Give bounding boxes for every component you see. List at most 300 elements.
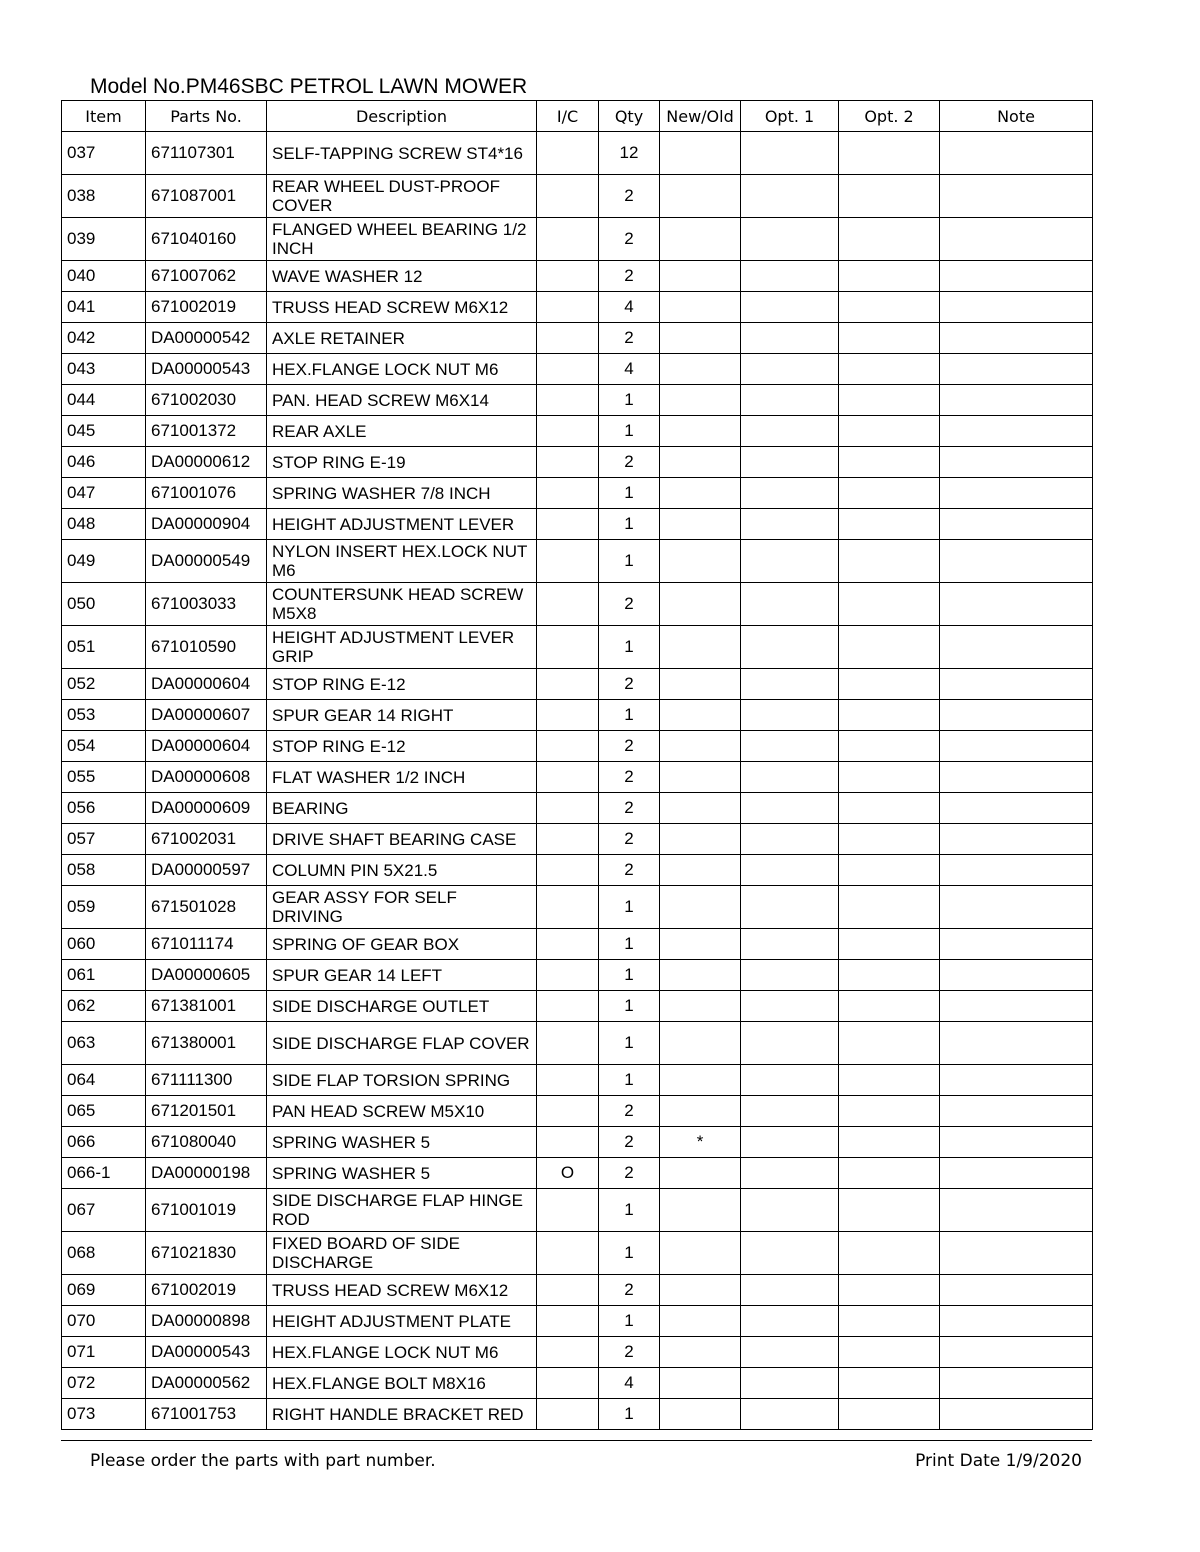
opt2-cell (839, 416, 940, 447)
parts-no-cell: 671001019 (146, 1189, 267, 1232)
new-old-cell (660, 132, 741, 175)
footer-divider (61, 1440, 1092, 1441)
qty-cell: 2 (599, 1096, 660, 1127)
ic-cell (537, 669, 599, 700)
parts-no-cell: DA00000604 (146, 669, 267, 700)
qty-cell: 1 (599, 929, 660, 960)
qty-cell: 2 (599, 669, 660, 700)
new-old-cell (660, 960, 741, 991)
description-cell: COUNTERSUNK HEAD SCREW M5X8 (267, 583, 537, 626)
opt2-cell (839, 1127, 940, 1158)
item-cell: 053 (62, 700, 146, 731)
ic-cell (537, 323, 599, 354)
table-row (62, 385, 1093, 416)
ic-cell (537, 1399, 599, 1430)
note-cell (940, 1275, 1093, 1306)
note-cell (940, 1337, 1093, 1368)
column-header-description: Description (267, 101, 537, 132)
opt1-cell (741, 1022, 839, 1065)
table-row (62, 1368, 1093, 1399)
item-cell: 056 (62, 793, 146, 824)
description-cell: FLAT WASHER 1/2 INCH (267, 762, 537, 793)
ic-cell (537, 1306, 599, 1337)
column-header-note: Note (940, 101, 1093, 132)
new-old-cell (660, 385, 741, 416)
ic-cell (537, 1368, 599, 1399)
qty-cell: 4 (599, 1368, 660, 1399)
description-cell: HEX.FLANGE BOLT M8X16 (267, 1368, 537, 1399)
item-cell: 058 (62, 855, 146, 886)
opt2-cell (839, 1232, 940, 1275)
item-cell: 045 (62, 416, 146, 447)
ic-cell (537, 218, 599, 261)
item-cell: 038 (62, 175, 146, 218)
table-row (62, 478, 1093, 509)
opt1-cell (741, 354, 839, 385)
opt2-cell (839, 1065, 940, 1096)
ic-cell (537, 447, 599, 478)
parts-no-cell: 671003033 (146, 583, 267, 626)
parts-no-cell: 671111300 (146, 1065, 267, 1096)
table-row (62, 509, 1093, 540)
ic-cell (537, 416, 599, 447)
parts-no-cell: 671001372 (146, 416, 267, 447)
new-old-cell (660, 669, 741, 700)
qty-cell: 2 (599, 1337, 660, 1368)
opt1-cell (741, 1158, 839, 1189)
description-cell: SELF-TAPPING SCREW ST4*16 (267, 132, 537, 175)
column-header-ic: I/C (537, 101, 599, 132)
description-cell: HEIGHT ADJUSTMENT PLATE (267, 1306, 537, 1337)
note-cell (940, 1306, 1093, 1337)
opt1-cell (741, 1337, 839, 1368)
column-header-qty: Qty (599, 101, 660, 132)
description-cell: FIXED BOARD OF SIDE DISCHARGE (267, 1232, 537, 1275)
qty-cell: 2 (599, 1275, 660, 1306)
table-row (62, 991, 1093, 1022)
item-cell: 057 (62, 824, 146, 855)
opt2-cell (839, 886, 940, 929)
opt1-cell (741, 669, 839, 700)
parts-no-cell: 671010590 (146, 626, 267, 669)
description-cell: SPRING WASHER 5 (267, 1158, 537, 1189)
note-cell (940, 1189, 1093, 1232)
qty-cell: 1 (599, 1022, 660, 1065)
opt2-cell (839, 447, 940, 478)
ic-cell (537, 929, 599, 960)
opt2-cell (839, 1158, 940, 1189)
opt2-cell (839, 540, 940, 583)
opt1-cell (741, 416, 839, 447)
item-cell: 048 (62, 509, 146, 540)
opt2-cell (839, 1096, 940, 1127)
parts-no-cell: 671011174 (146, 929, 267, 960)
column-header-parts-no: Parts No. (146, 101, 267, 132)
ic-cell (537, 1127, 599, 1158)
qty-cell: 2 (599, 261, 660, 292)
opt1-cell (741, 132, 839, 175)
new-old-cell (660, 855, 741, 886)
table-row (62, 583, 1093, 626)
table-row (62, 1158, 1093, 1189)
note-cell (940, 1232, 1093, 1275)
item-cell: 070 (62, 1306, 146, 1337)
item-cell: 059 (62, 886, 146, 929)
item-cell: 066-1 (62, 1158, 146, 1189)
opt1-cell (741, 447, 839, 478)
new-old-cell (660, 218, 741, 261)
description-cell: AXLE RETAINER (267, 323, 537, 354)
opt1-cell (741, 960, 839, 991)
description-cell: WAVE WASHER 12 (267, 261, 537, 292)
description-cell: STOP RING E-19 (267, 447, 537, 478)
opt2-cell (839, 700, 940, 731)
description-cell: REAR AXLE (267, 416, 537, 447)
description-cell: FLANGED WHEEL BEARING 1/2 INCH (267, 218, 537, 261)
parts-no-cell: DA00000612 (146, 447, 267, 478)
new-old-cell (660, 1368, 741, 1399)
parts-no-cell: DA00000198 (146, 1158, 267, 1189)
item-cell: 068 (62, 1232, 146, 1275)
qty-cell: 2 (599, 855, 660, 886)
table-row (62, 626, 1093, 669)
new-old-cell (660, 323, 741, 354)
parts-no-cell: DA00000549 (146, 540, 267, 583)
qty-cell: 1 (599, 1399, 660, 1430)
ic-cell (537, 626, 599, 669)
ic-cell (537, 540, 599, 583)
note-cell (940, 700, 1093, 731)
item-cell: 039 (62, 218, 146, 261)
parts-no-cell: 671002019 (146, 1275, 267, 1306)
qty-cell: 2 (599, 731, 660, 762)
new-old-cell (660, 1306, 741, 1337)
opt2-cell (839, 354, 940, 385)
parts-no-cell: 671002031 (146, 824, 267, 855)
new-old-cell (660, 1337, 741, 1368)
ic-cell (537, 824, 599, 855)
new-old-cell (660, 1022, 741, 1065)
new-old-cell (660, 354, 741, 385)
note-cell (940, 1022, 1093, 1065)
qty-cell: 4 (599, 292, 660, 323)
note-cell (940, 323, 1093, 354)
opt1-cell (741, 583, 839, 626)
new-old-cell (660, 793, 741, 824)
opt2-cell (839, 385, 940, 416)
qty-cell: 1 (599, 886, 660, 929)
parts-no-cell: 671381001 (146, 991, 267, 1022)
new-old-cell (660, 478, 741, 509)
new-old-cell (660, 292, 741, 323)
item-cell: 071 (62, 1337, 146, 1368)
column-header-new-old: New/Old (660, 101, 741, 132)
parts-no-cell: 671002019 (146, 292, 267, 323)
qty-cell: 2 (599, 583, 660, 626)
note-cell (940, 354, 1093, 385)
ic-cell (537, 1022, 599, 1065)
parts-no-cell: DA00000605 (146, 960, 267, 991)
qty-cell: 1 (599, 540, 660, 583)
parts-no-cell: DA00000543 (146, 354, 267, 385)
opt2-cell (839, 261, 940, 292)
description-cell: STOP RING E-12 (267, 731, 537, 762)
new-old-cell (660, 824, 741, 855)
opt1-cell (741, 175, 839, 218)
note-cell (940, 886, 1093, 929)
note-cell (940, 175, 1093, 218)
item-cell: 049 (62, 540, 146, 583)
parts-no-cell: DA00000542 (146, 323, 267, 354)
description-cell: HEIGHT ADJUSTMENT LEVER (267, 509, 537, 540)
item-cell: 069 (62, 1275, 146, 1306)
description-cell: STOP RING E-12 (267, 669, 537, 700)
description-cell: TRUSS HEAD SCREW M6X12 (267, 1275, 537, 1306)
qty-cell: 2 (599, 218, 660, 261)
item-cell: 052 (62, 669, 146, 700)
description-cell: HEIGHT ADJUSTMENT LEVER GRIP (267, 626, 537, 669)
table-row (62, 218, 1093, 261)
ic-cell (537, 700, 599, 731)
opt2-cell (839, 292, 940, 323)
new-old-cell (660, 509, 741, 540)
note-cell (940, 1096, 1093, 1127)
opt2-cell (839, 762, 940, 793)
item-cell: 073 (62, 1399, 146, 1430)
opt2-cell (839, 1022, 940, 1065)
qty-cell: 2 (599, 793, 660, 824)
new-old-cell (660, 175, 741, 218)
note-cell (940, 1158, 1093, 1189)
opt1-cell (741, 292, 839, 323)
note-cell (940, 1399, 1093, 1430)
note-cell (940, 132, 1093, 175)
item-cell: 055 (62, 762, 146, 793)
opt2-cell (839, 218, 940, 261)
opt2-cell (839, 669, 940, 700)
note-cell (940, 960, 1093, 991)
item-cell: 041 (62, 292, 146, 323)
table-row (62, 1306, 1093, 1337)
opt1-cell (741, 261, 839, 292)
item-cell: 040 (62, 261, 146, 292)
qty-cell: 1 (599, 960, 660, 991)
table-row (62, 416, 1093, 447)
table-row (62, 132, 1093, 175)
parts-no-cell: 671007062 (146, 261, 267, 292)
table-row (62, 1065, 1093, 1096)
ic-cell (537, 292, 599, 323)
parts-no-cell: 671001753 (146, 1399, 267, 1430)
table-row (62, 960, 1093, 991)
table-row (62, 824, 1093, 855)
opt1-cell (741, 1399, 839, 1430)
opt1-cell (741, 824, 839, 855)
note-cell (940, 824, 1093, 855)
new-old-cell (660, 991, 741, 1022)
opt1-cell (741, 509, 839, 540)
description-cell: TRUSS HEAD SCREW M6X12 (267, 292, 537, 323)
footer-instruction: Please order the parts with part number. (90, 1451, 436, 1471)
parts-no-cell: DA00000609 (146, 793, 267, 824)
parts-no-cell: 671380001 (146, 1022, 267, 1065)
item-cell: 050 (62, 583, 146, 626)
new-old-cell (660, 1065, 741, 1096)
new-old-cell (660, 929, 741, 960)
description-cell: RIGHT HANDLE BRACKET RED (267, 1399, 537, 1430)
ic-cell (537, 1189, 599, 1232)
qty-cell: 4 (599, 354, 660, 385)
opt1-cell (741, 218, 839, 261)
opt2-cell (839, 855, 940, 886)
table-row (62, 793, 1093, 824)
item-cell: 061 (62, 960, 146, 991)
opt1-cell (741, 886, 839, 929)
opt2-cell (839, 1399, 940, 1430)
table-row (62, 929, 1093, 960)
opt1-cell (741, 626, 839, 669)
qty-cell: 2 (599, 762, 660, 793)
new-old-cell (660, 1158, 741, 1189)
note-cell (940, 793, 1093, 824)
ic-cell (537, 1275, 599, 1306)
opt1-cell (741, 855, 839, 886)
ic-cell (537, 354, 599, 385)
table-header-row (62, 101, 1093, 132)
qty-cell: 12 (599, 132, 660, 175)
parts-no-cell: DA00000607 (146, 700, 267, 731)
new-old-cell (660, 261, 741, 292)
new-old-cell (660, 1189, 741, 1232)
opt2-cell (839, 991, 940, 1022)
opt1-cell (741, 929, 839, 960)
opt2-cell (839, 960, 940, 991)
description-cell: SIDE DISCHARGE FLAP HINGE ROD (267, 1189, 537, 1232)
parts-table (61, 100, 1093, 1430)
ic-cell (537, 991, 599, 1022)
ic-cell (537, 385, 599, 416)
note-cell (940, 1368, 1093, 1399)
opt2-cell (839, 793, 940, 824)
ic-cell (537, 478, 599, 509)
note-cell (940, 416, 1093, 447)
table-row (62, 1399, 1093, 1430)
parts-no-cell: 671040160 (146, 218, 267, 261)
qty-cell: 1 (599, 1189, 660, 1232)
note-cell (940, 855, 1093, 886)
opt2-cell (839, 175, 940, 218)
item-cell: 043 (62, 354, 146, 385)
table-row (62, 1275, 1093, 1306)
qty-cell: 1 (599, 991, 660, 1022)
ic-cell (537, 1232, 599, 1275)
qty-cell: 2 (599, 824, 660, 855)
description-cell: REAR WHEEL DUST-PROOF COVER (267, 175, 537, 218)
description-cell: DRIVE SHAFT BEARING CASE (267, 824, 537, 855)
new-old-cell (660, 626, 741, 669)
parts-no-cell: 671080040 (146, 1127, 267, 1158)
column-header-item: Item (62, 101, 146, 132)
opt2-cell (839, 1275, 940, 1306)
opt2-cell (839, 929, 940, 960)
table-row (62, 731, 1093, 762)
opt2-cell (839, 323, 940, 354)
opt2-cell (839, 626, 940, 669)
opt1-cell (741, 991, 839, 1022)
table-row (62, 261, 1093, 292)
table-row (62, 669, 1093, 700)
parts-no-cell: DA00000597 (146, 855, 267, 886)
description-cell: SIDE FLAP TORSION SPRING (267, 1065, 537, 1096)
opt1-cell (741, 1096, 839, 1127)
opt1-cell (741, 1306, 839, 1337)
ic-cell (537, 793, 599, 824)
item-cell: 046 (62, 447, 146, 478)
ic-cell: O (537, 1158, 599, 1189)
opt1-cell (741, 1275, 839, 1306)
opt2-cell (839, 583, 940, 626)
note-cell (940, 1127, 1093, 1158)
opt1-cell (741, 323, 839, 354)
table-row (62, 323, 1093, 354)
table-row (62, 1022, 1093, 1065)
new-old-cell (660, 1275, 741, 1306)
item-cell: 044 (62, 385, 146, 416)
opt1-cell (741, 1065, 839, 1096)
table-row (62, 855, 1093, 886)
description-cell: COLUMN PIN 5X21.5 (267, 855, 537, 886)
opt2-cell (839, 731, 940, 762)
note-cell (940, 626, 1093, 669)
item-cell: 063 (62, 1022, 146, 1065)
opt1-cell (741, 793, 839, 824)
opt2-cell (839, 824, 940, 855)
ic-cell (537, 132, 599, 175)
note-cell (940, 478, 1093, 509)
ic-cell (537, 960, 599, 991)
opt1-cell (741, 385, 839, 416)
parts-table-body (62, 132, 1093, 1430)
page-title: Model No.PM46SBC PETROL LAWN MOWER (90, 75, 528, 98)
new-old-cell (660, 731, 741, 762)
opt2-cell (839, 1306, 940, 1337)
qty-cell: 1 (599, 478, 660, 509)
new-old-cell (660, 762, 741, 793)
parts-no-cell: DA00000543 (146, 1337, 267, 1368)
qty-cell: 1 (599, 1306, 660, 1337)
parts-no-cell: 671501028 (146, 886, 267, 929)
qty-cell: 1 (599, 626, 660, 669)
note-cell (940, 669, 1093, 700)
description-cell: PAN HEAD SCREW M5X10 (267, 1096, 537, 1127)
description-cell: SIDE DISCHARGE FLAP COVER (267, 1022, 537, 1065)
parts-no-cell: DA00000604 (146, 731, 267, 762)
parts-no-cell: 671107301 (146, 132, 267, 175)
opt1-cell (741, 1232, 839, 1275)
qty-cell: 1 (599, 385, 660, 416)
item-cell: 066 (62, 1127, 146, 1158)
item-cell: 051 (62, 626, 146, 669)
new-old-cell (660, 540, 741, 583)
opt2-cell (839, 478, 940, 509)
item-cell: 060 (62, 929, 146, 960)
table-row (62, 762, 1093, 793)
description-cell: GEAR ASSY FOR SELF DRIVING (267, 886, 537, 929)
qty-cell: 2 (599, 323, 660, 354)
qty-cell: 1 (599, 416, 660, 447)
description-cell: SPUR GEAR 14 RIGHT (267, 700, 537, 731)
new-old-cell (660, 700, 741, 731)
